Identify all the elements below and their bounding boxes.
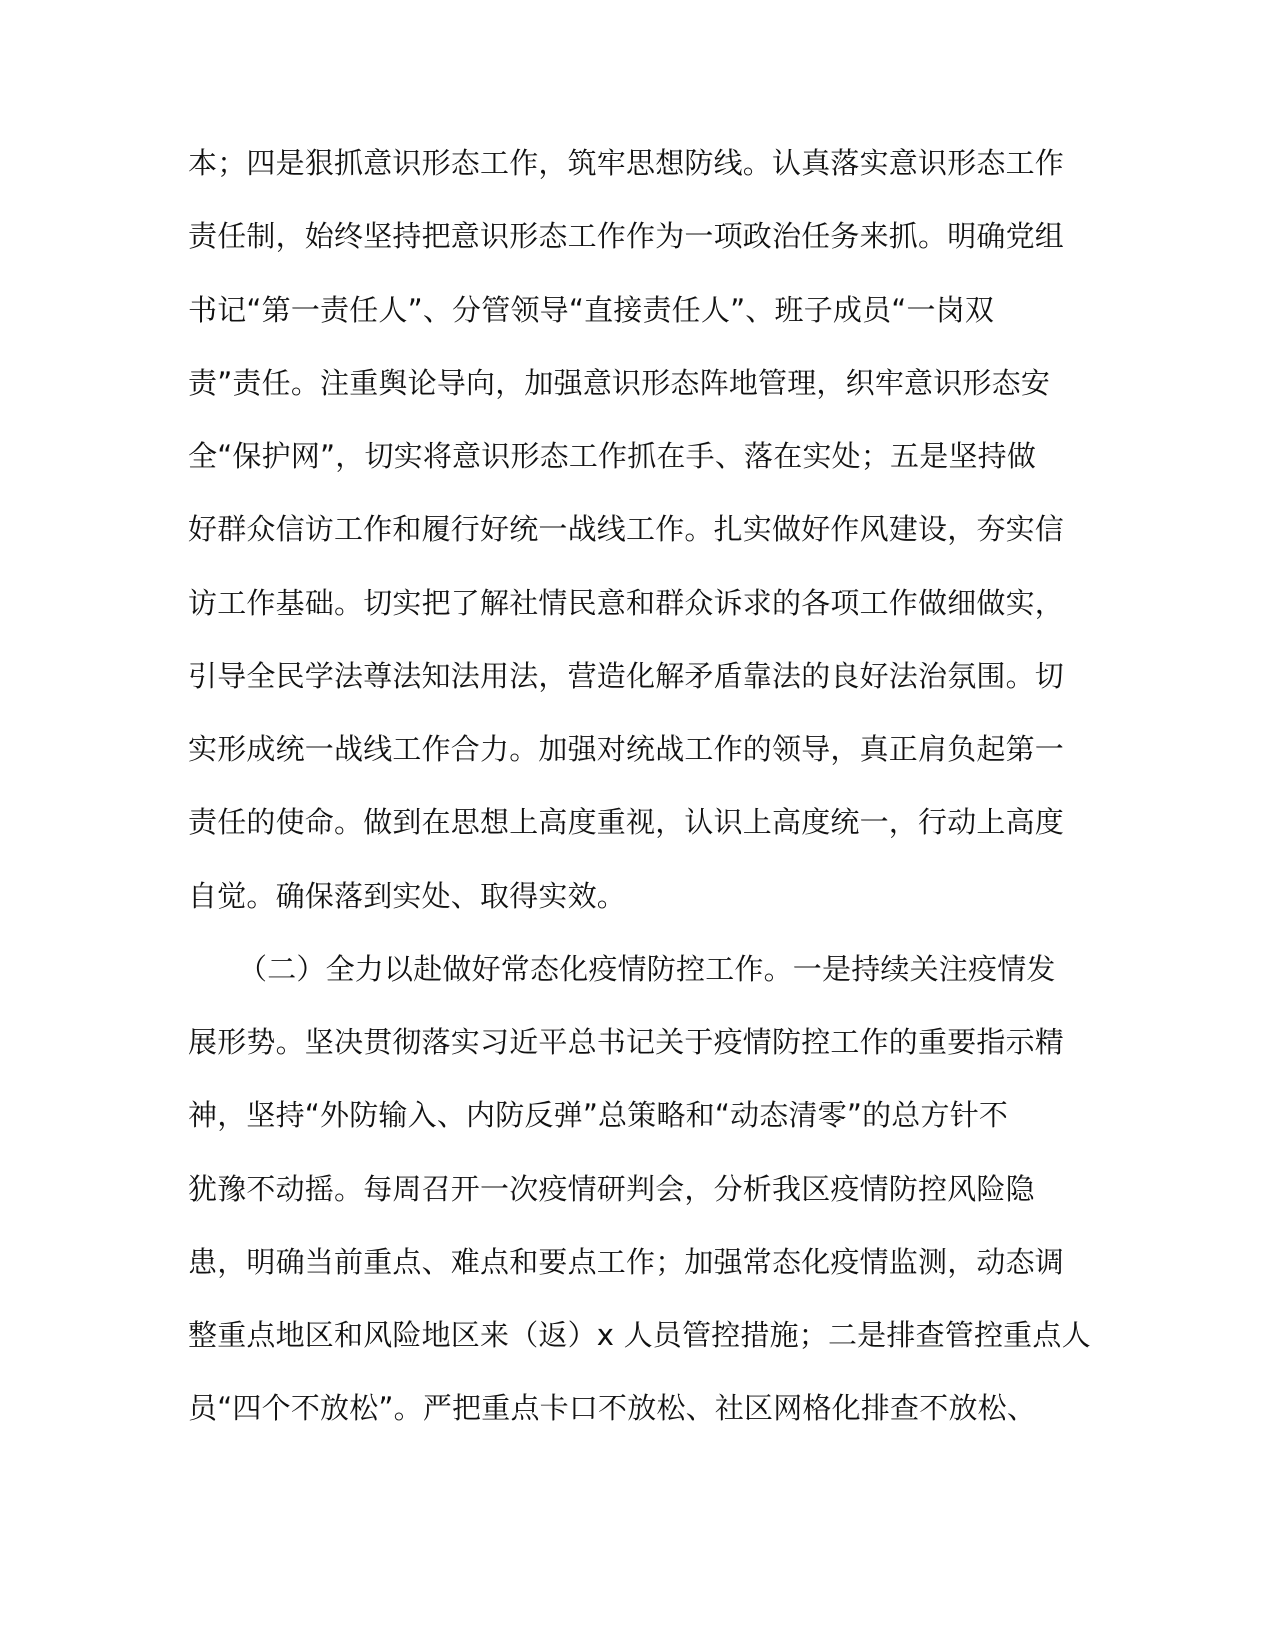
text-line: 访工作基础。切实把了解社情民意和群众诉求的各项工作做细做实，: [188, 586, 1065, 620]
text-line: 犹豫不动摇。每周召开一次疫情研判会，分析我区疫情防控风险隐: [188, 1172, 1035, 1206]
text-line: 实形成统一战线工作合力。加强对统战工作的领导，真正肩负起第一: [188, 732, 1065, 766]
text-line: 好群众信访工作和履行好统一战线工作。扎实做好作风建设，夯实信: [188, 512, 1065, 546]
text-line: 全“保护网”，切实将意识形态工作抓在手、落在实处；五是坚持做: [188, 439, 1037, 473]
text-line: 责任的使命。做到在思想上高度重视，认识上高度统一，行动上高度: [188, 805, 1065, 839]
text-line: 患，明确当前重点、难点和要点工作；加强常态化疫情监测，动态调: [188, 1245, 1065, 1279]
text-line: 责任制，始终坚持把意识形态工作作为一项政治任务来抓。明确党组: [188, 219, 1065, 253]
text-line: 引导全民学法尊法知法用法，营造化解矛盾靠法的良好法治氛围。切: [188, 659, 1065, 693]
text-line: 神，坚持“外防输入、内防反弹”总策略和“动态清零”的总方针不: [188, 1098, 1009, 1132]
paragraph-heading-line: （二）全力以赴做好常态化疫情防控工作。一是持续关注疫情发: [238, 952, 1056, 986]
text-line: 责”责任。注重舆论导向，加强意识形态阵地管理，织牢意识形态安: [188, 366, 1051, 400]
text-line: 整重点地区和风险地区来（返）x 人员管控措施；二是排查管控重点人: [188, 1318, 1091, 1352]
text-line: 书记“第一责任人”、分管领导“直接责任人”、班子成员“一岗双: [188, 293, 995, 327]
text-line: 本；四是狠抓意识形态工作，筑牢思想防线。认真落实意识形态工作: [188, 146, 1065, 180]
text-line: 自觉。确保落到实处、取得实效。: [188, 879, 627, 913]
text-line: 展形势。坚决贯彻落实习近平总书记关于疫情防控工作的重要指示精: [188, 1025, 1065, 1059]
text-line: 员“四个不放松”。严把重点卡口不放松、社区网格化排查不放松、: [188, 1391, 1037, 1425]
